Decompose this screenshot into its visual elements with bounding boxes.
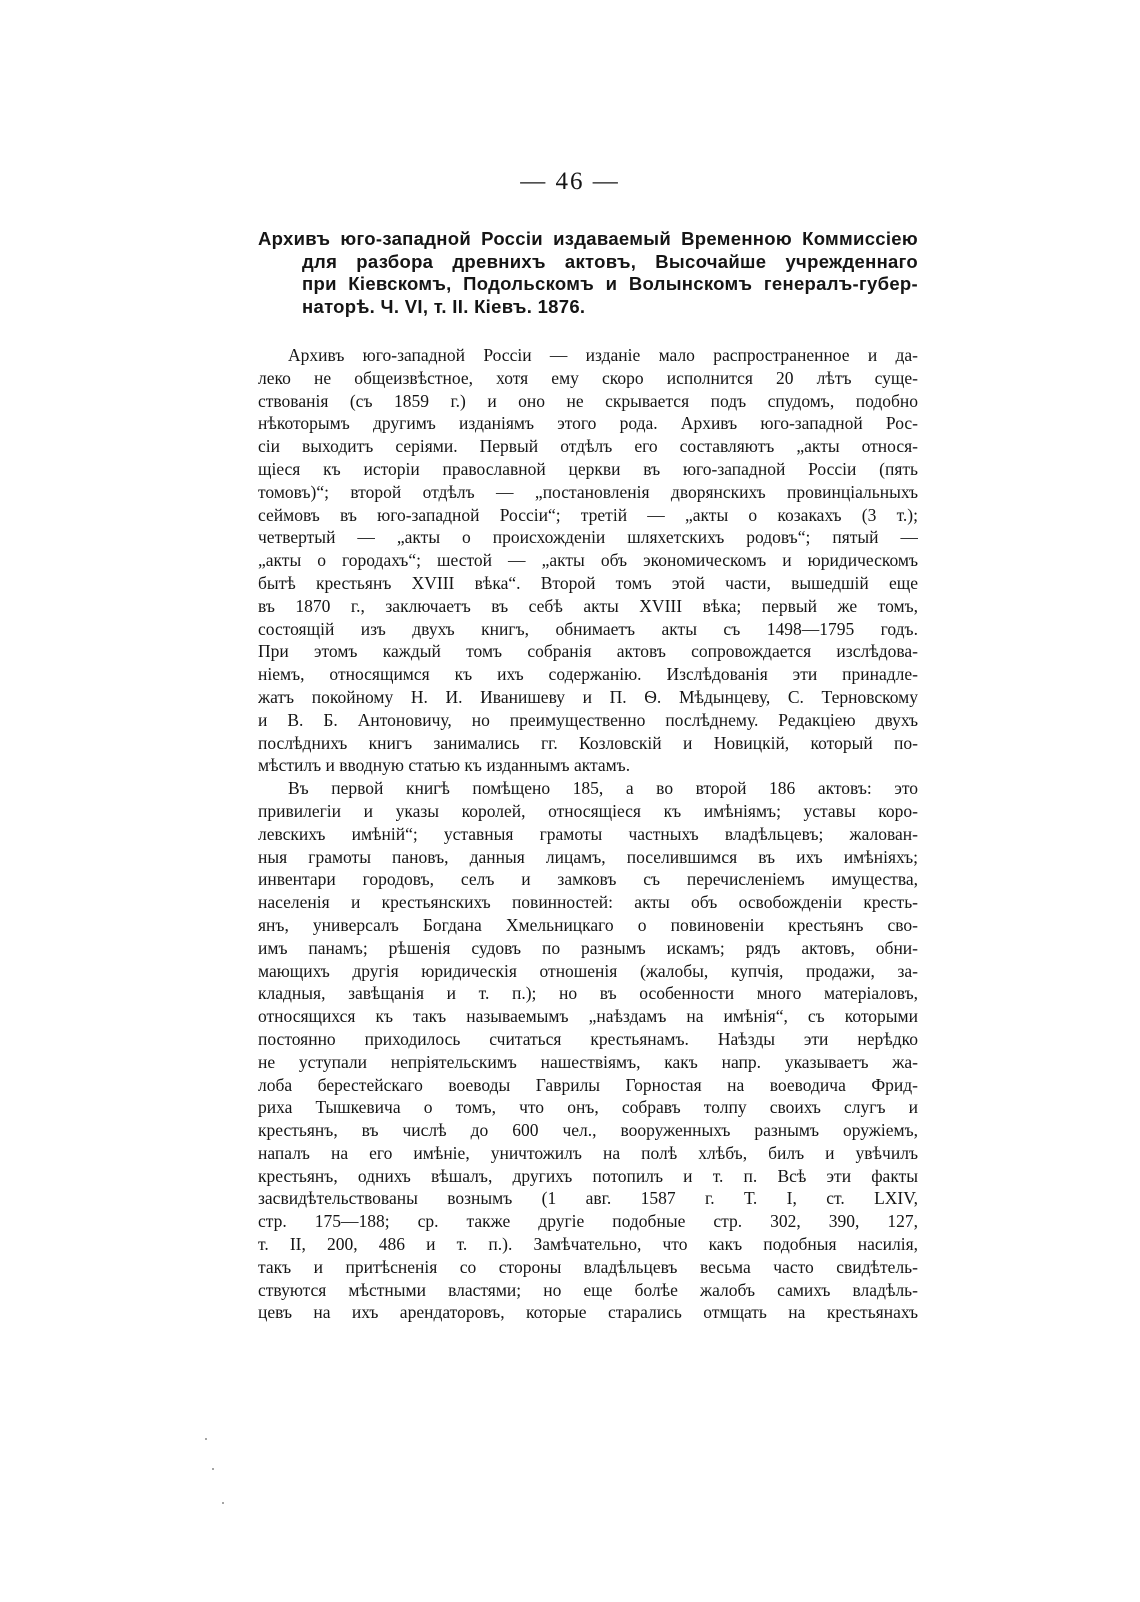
paragraph-2-line: кладныя, завѣщанія и т. п.); но въ особенности много матеріаловъ, [258,983,918,1004]
paragraph-2-line: мающихъ другія юридическія отношенія (жалобы, купчія, продажи, за- [258,960,918,981]
paragraph-2-line: риха Тышкевича о томъ, что онъ, собравъ толпу своихъ слугъ и [258,1097,918,1118]
scan-speck [222,1502,224,1504]
paragraph-2-line: привилегіи и указы королей, относящіеся къ имѣніямъ; уставы коро- [258,800,918,821]
paragraph-2-line: цевъ на ихъ арендаторовъ, которые старались отмщать на крестьянахъ [258,1302,918,1323]
scan-speck [212,1468,214,1470]
paragraph-1-line: мѣстилъ и вводную статью къ изданнымъ актамъ. [258,755,631,776]
paragraph-1-line: послѣднихъ книгъ занимались гг. Козловскій и Новицкій, который по- [258,732,918,753]
paragraph-1-line: четвертый — „акты о происхожденіи шляхетскихъ родовъ“; пятый — [258,527,918,548]
paragraph-1-line: состоящій изъ двухъ книгъ, обнимаетъ акты съ 1498—1795 годъ. [258,618,918,639]
heading-line: при Кіевскомъ, Подольскомъ и Волынскомъ генералъ-губер- [302,273,918,294]
paragraph-1-line: бытѣ крестьянъ XVIII вѣка“. Второй томъ этой части, вышедшій еще [258,572,918,593]
heading-line: для разбора древнихъ актовъ, Высочайше учрежденнаго [302,250,918,272]
paragraph-2-line: т. II, 200, 486 и т. п.). Замѣчательно, что какъ подобныя насилія, [258,1234,918,1255]
heading-line: наторѣ. Ч. VI, т. II. Кіевъ. 1876. [302,295,586,317]
paragraph-2-line: засвидѣтельствованы вознымъ (1 авг. 1587 г. Т. I, ст. LXIV, [258,1188,918,1209]
page-number: — 46 — [520,168,620,195]
paragraph-2-line: лоба берестейскаго воеводы Гаврилы Горностая на воеводича Фрид- [258,1074,918,1095]
paragraph-1-line: При этомъ каждый томъ собранія актовъ сопровождается изслѣдова- [258,641,918,662]
paragraph-2-line: ствуются мѣстными властями; но еще болѣе жалобъ самихъ владѣль- [258,1279,918,1300]
body-text [258,344,918,1324]
paragraph-1-line: и В. Б. Антоновичу, но преимущественно послѣднему. Редакціею двухъ [258,709,918,730]
paragraph-2-line: такъ и притѣсненія со стороны владѣльцевъ весьма часто свидѣтель- [258,1256,918,1277]
paragraph-1-line: нѣкоторымъ другимъ изданіямъ этого рода. Архивъ юго-западной Рос- [258,413,918,434]
paragraph-1-line: щіеся къ исторіи православной церкви въ юго-западной Россіи (пять [258,458,918,479]
paragraph-2-line: имъ панамъ; рѣшенія судовъ по разнымъ искамъ; рядъ актовъ, обни- [258,937,918,958]
paragraph-2-line: постоянно приходилось считаться крестьянамъ. Наѣзды эти нерѣдко [258,1028,918,1049]
paragraph-2-line: инвентари городовъ, селъ и замковъ съ перечисленіемъ имущества, [258,869,918,890]
review-heading [258,228,918,318]
paragraph-1-line: сіи выходитъ серіями. Первый отдѣлъ его составляютъ „акты относя- [258,436,918,457]
paragraph-1-line: леко не общеизвѣстное, хотя ему скоро исполнится 20 лѣтъ суще- [258,367,918,388]
paragraph-1-line: въ 1870 г., заключаетъ въ себѣ акты XVIII вѣка; первый же томъ, [258,595,918,616]
paragraph-1-line: томовъ)“; второй отдѣлъ — „постановленія дворянскихъ провинціальныхъ [258,481,918,502]
paragraph-1-line: ніемъ, относящимся къ ихъ содержанію. Изслѣдованія эти принадле- [258,664,918,685]
paragraph-2-line: не уступали непріятельскимъ нашествіямъ, какъ напр. указываетъ жа- [258,1051,918,1072]
paragraph-1-line: „акты о городахъ“; шестой — „акты объ экономическомъ и юридическомъ [258,550,918,571]
paragraph-1-line: ствованія (съ 1859 г.) и оно не скрывается подъ спудомъ, подобно [258,390,918,411]
scan-speck [205,1438,207,1440]
paragraph-2-line: напалъ на его имѣніе, уничтожилъ на полѣ хлѣбъ, билъ и увѣчилъ [258,1142,918,1163]
paragraph-2-line: стр. 175—188; ср. также другіе подобные стр. 302, 390, 127, [258,1211,918,1232]
heading-line: Архивъ юго-западной Россіи издаваемый Временною Коммиссіею [258,228,918,249]
paragraph-2-line: левскихъ имѣній“; уставныя грамоты частныхъ владѣльцевъ; жалован- [258,823,918,844]
paragraph-2-line: янъ, универсалъ Богдана Хмельницкаго о повиновеніи крестьянъ сво- [258,914,918,935]
paragraph-2-line: крестьянъ, въ числѣ до 600 чел., вооруженныхъ разнымъ оружіемъ, [258,1120,918,1141]
paragraph-2-line: относящихся къ такъ называемымъ „наѣздамъ на имѣнія“, съ которыми [258,1006,918,1027]
paragraph-2-line: Въ первой книгѣ помѣщено 185, а во второй 186 актовъ: это [288,778,918,799]
paragraph-2-line: ныя грамоты пановъ, данныя лицамъ, поселившимся въ ихъ имѣніяхъ; [258,846,918,867]
paragraph-1-line: Архивъ юго-западной Россіи — изданіе мало распространенное и да- [288,345,918,365]
paragraph-1-line: сеймовъ въ юго-западной Россіи“; третій — „акты о козакахъ (3 т.); [258,504,918,525]
paragraph-1-line: жатъ покойному Н. И. Иванишеву и П. Ѳ. Мѣдынцеву, С. Терновскому [258,686,918,707]
paragraph-2-line: населенія и крестьянскихъ повинностей: акты объ освобожденіи кресть- [258,892,918,913]
paragraph-2-line: крестьянъ, однихъ вѣшалъ, другихъ потопилъ и т. п. Всѣ эти факты [258,1165,918,1186]
